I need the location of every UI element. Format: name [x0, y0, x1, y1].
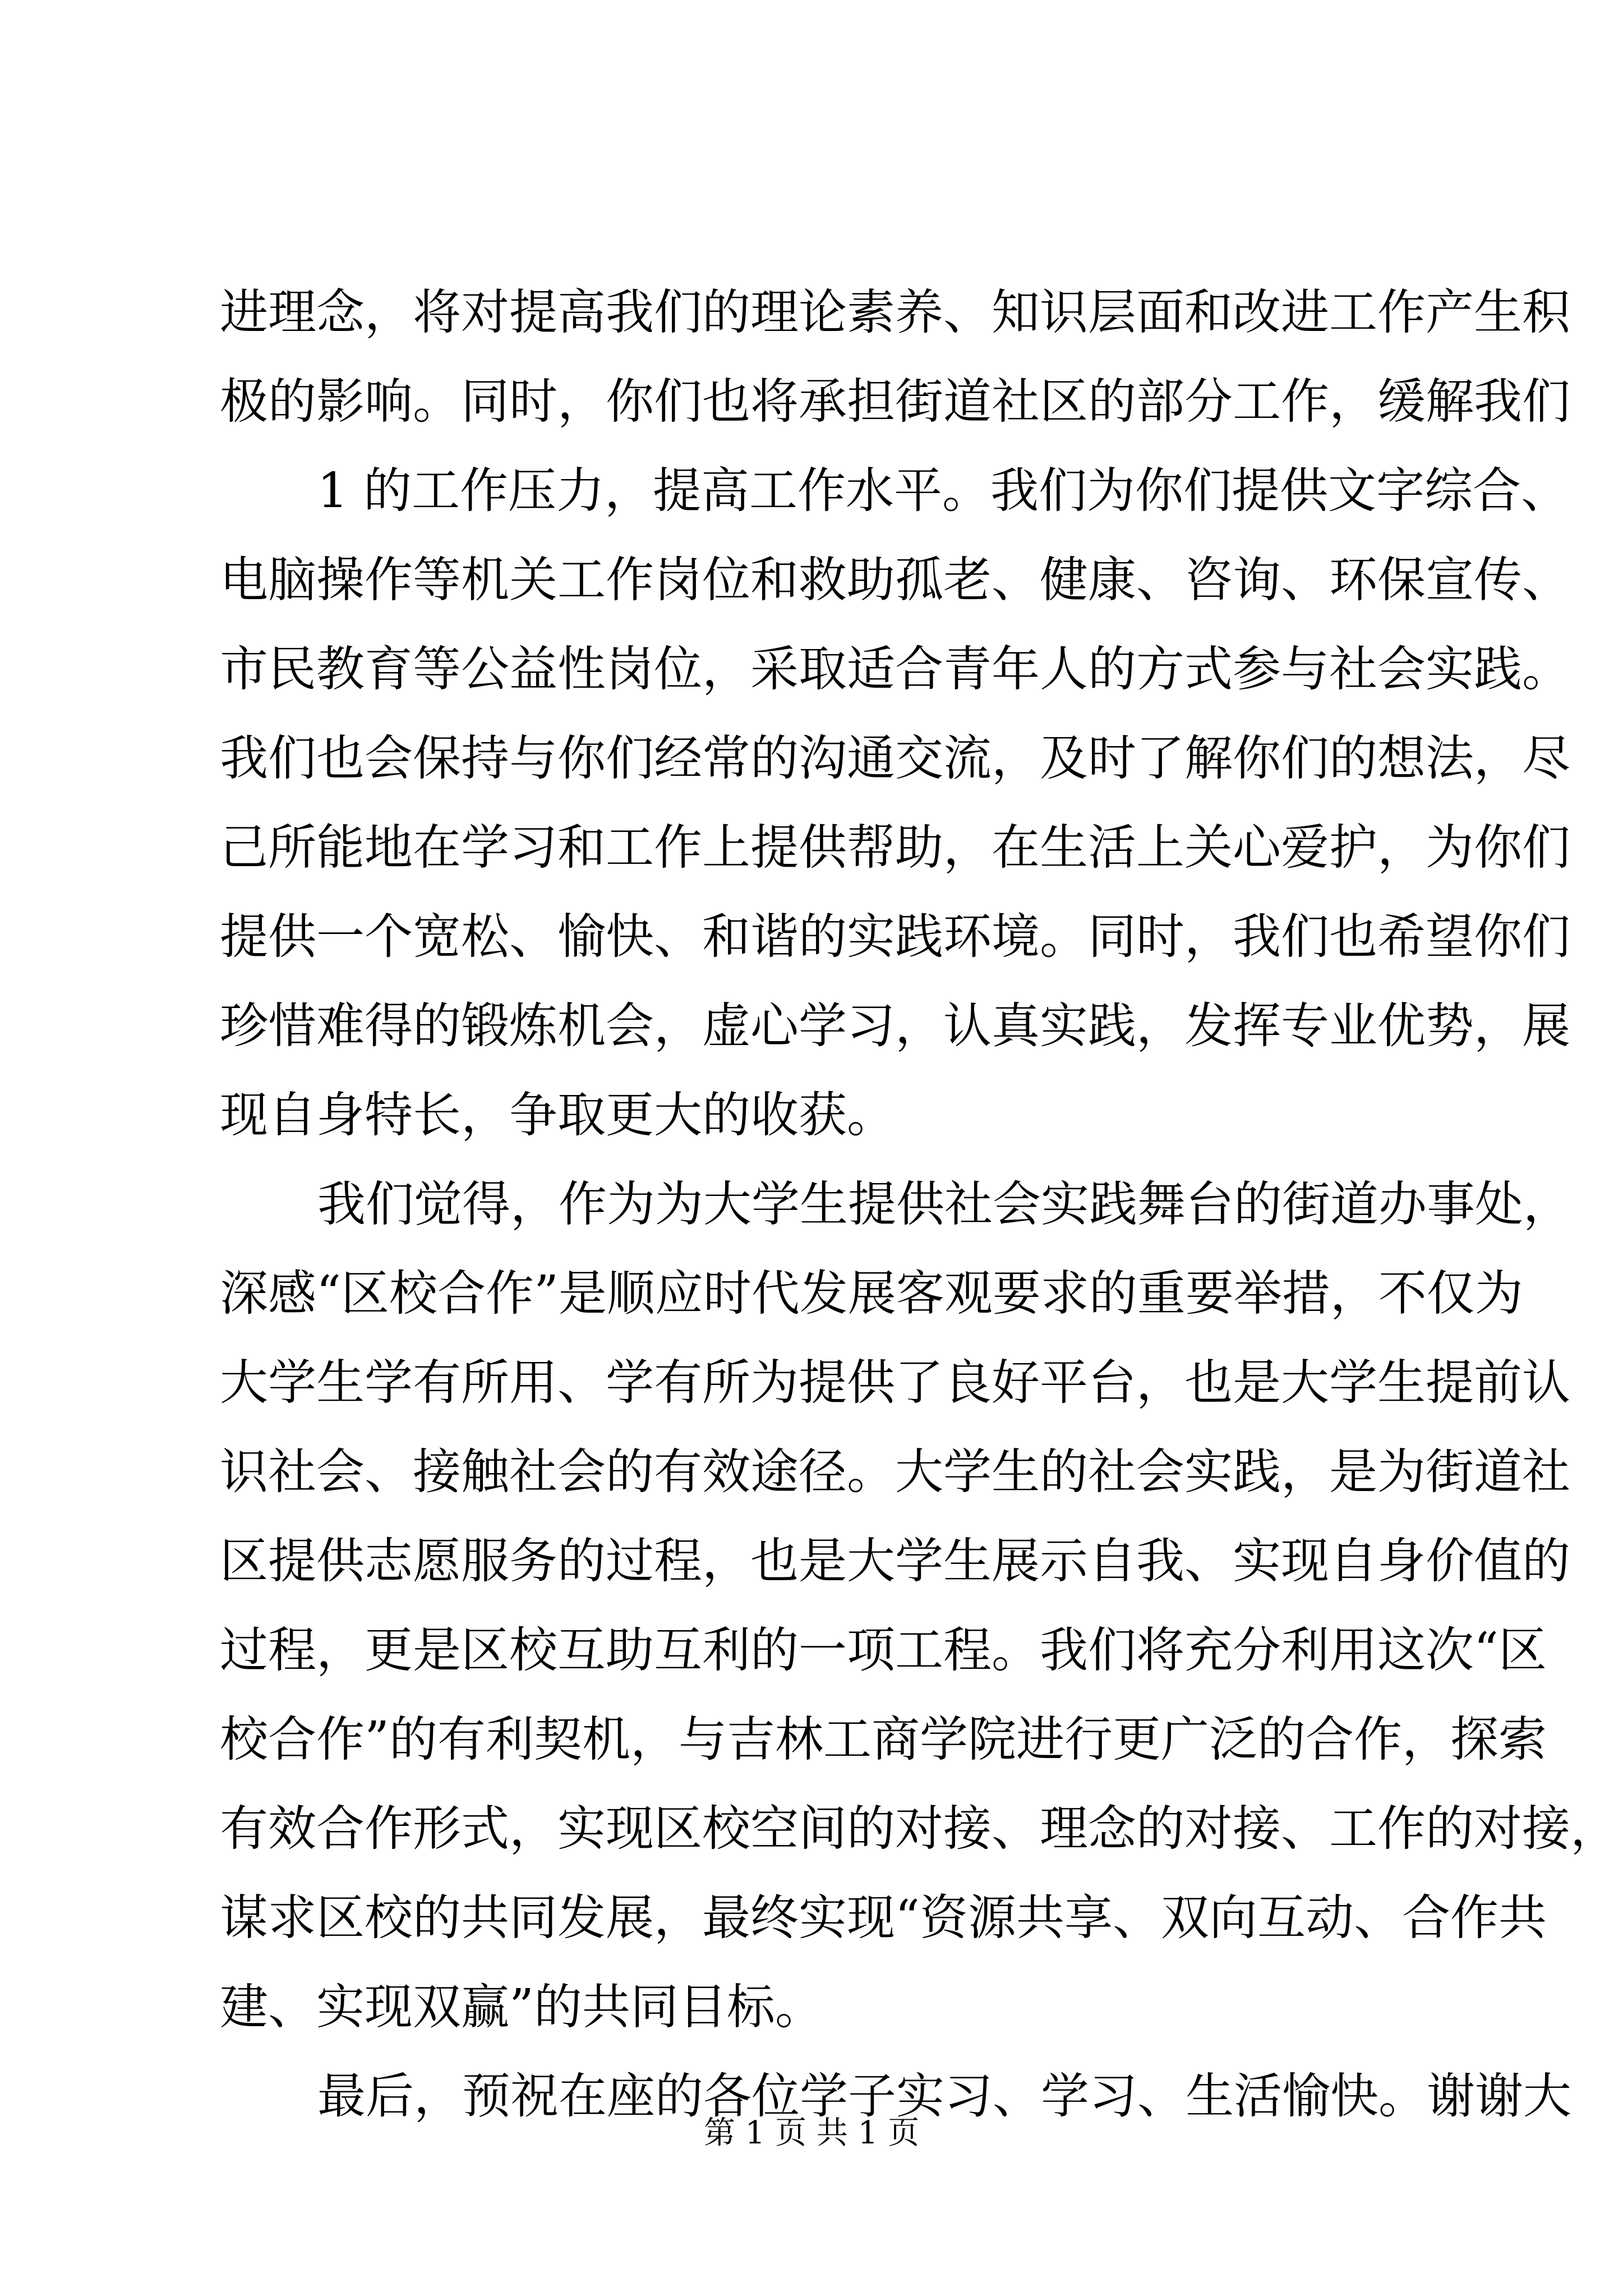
text-line: 极的影响。同时，你们也将承担街道社区的部分工作，缓解我们	[220, 374, 1570, 430]
text-line: 过程，更是区校互助互利的一项工程。我们将充分利用这次“区	[220, 1622, 1547, 1678]
page-footer: 第 1 页 共 1 页	[703, 2115, 920, 2151]
text-line: 市民教育等公益性岗位，采取适合青年人的方式参与社会实践。	[220, 641, 1570, 697]
text-line: 识社会、接触社会的有效途径。大学生的社会实践，是为街道社	[220, 1444, 1570, 1500]
text-line: 有效合作形式，实现区校空间的对接、理念的对接、工作的对接，	[220, 1801, 1619, 1857]
text-line: 1 的工作压力，提高工作水平。我们为你们提供文字综合、	[317, 463, 1570, 519]
document-body	[220, 268, 1619, 2141]
text-line: 大学生学有所用、学有所为提供了良好平台，也是大学生提前认	[220, 1355, 1570, 1411]
text-line: 深感“区校合作”是顺应时代发展客观要求的重要举措，不仅为	[220, 1266, 1523, 1322]
text-line: 建、实现双赢”的共同目标。	[220, 1979, 823, 2035]
text-line: 我们也会保持与你们经常的沟通交流，及时了解你们的想法，尽	[220, 730, 1570, 786]
text-line: 校合作”的有利契机，与吉林工商学院进行更广泛的合作，探索	[220, 1711, 1547, 1768]
text-line: 区提供志愿服务的过程，也是大学生展示自我、实现自身价值的	[220, 1533, 1570, 1589]
text-line: 谋求区校的共同发展，最终实现“资源共享、双向互动、合作共	[220, 1890, 1547, 1946]
text-line: 己所能地在学习和工作上提供帮助，在生活上关心爱护，为你们	[220, 820, 1570, 876]
text-line: 我们觉得，作为为大学生提供社会实践舞台的街道办事处，	[317, 1176, 1571, 1232]
text-line: 提供一个宽松、愉快、和谐的实践环境。同时，我们也希望你们	[220, 909, 1570, 965]
text-line: 进理念，将对提高我们的理论素养、知识层面和改进工作产生积	[220, 284, 1570, 341]
text-line: 现自身特长，争取更大的收获。	[220, 1087, 895, 1143]
text-line: 最后，预祝在座的各位学子实习、学习、生活愉快。谢谢大	[317, 2068, 1571, 2124]
text-line: 珍惜难得的锻炼机会，虚心学习，认真实践，发挥专业优势，展	[220, 998, 1570, 1054]
text-line: 电脑操作等机关工作岗位和救助孤老、健康、咨询、环保宣传、	[220, 552, 1570, 608]
